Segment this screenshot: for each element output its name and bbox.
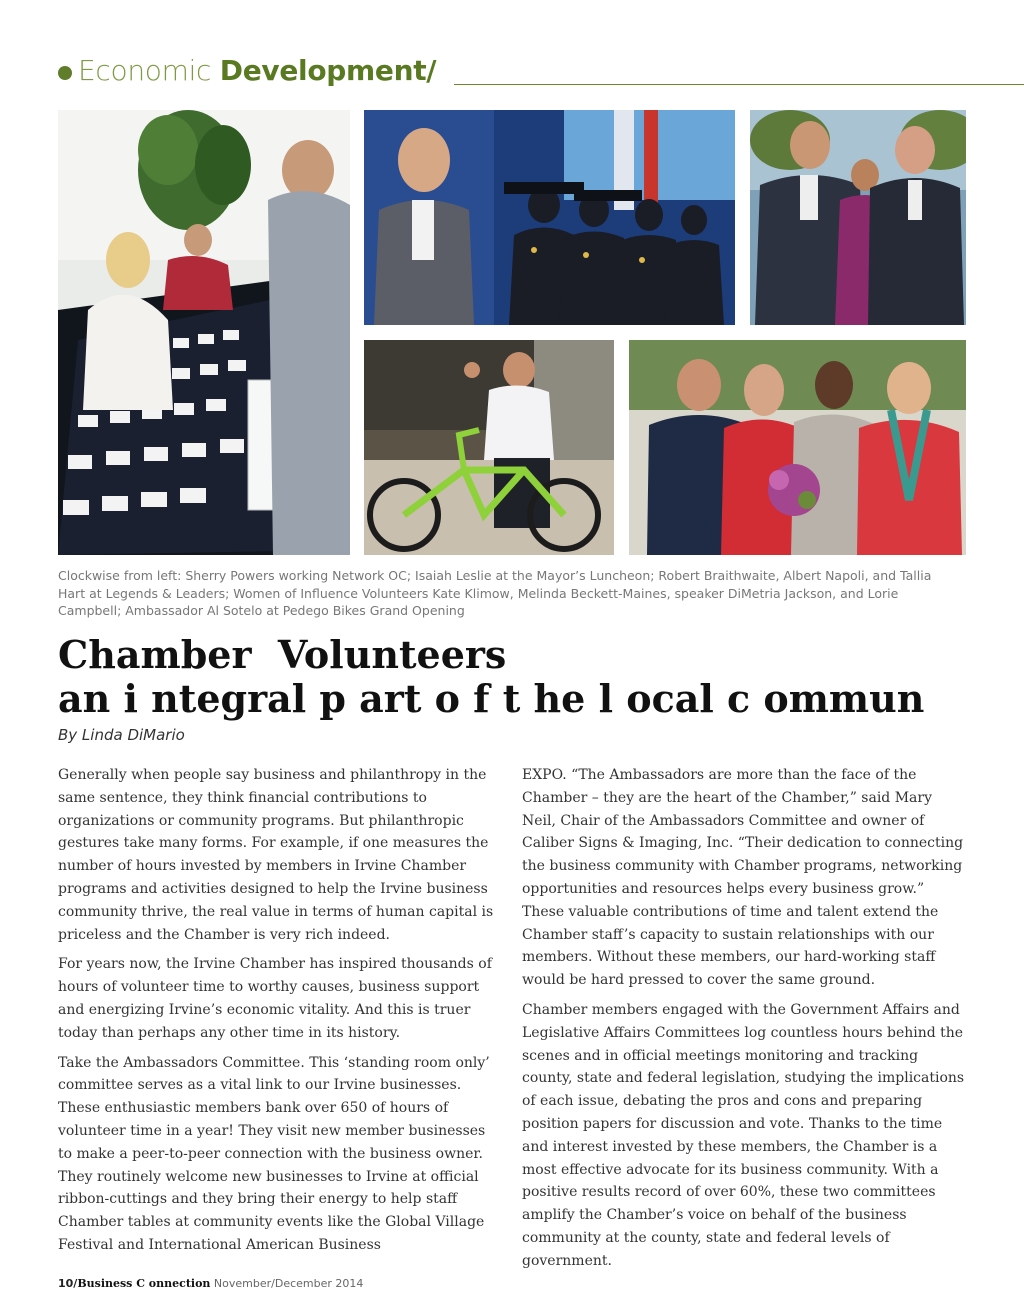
section-rule [454, 84, 1024, 85]
article-headline [58, 633, 998, 721]
headline-line-1: Chamber Volunteers [58, 633, 507, 677]
photo-legends-leaders [750, 110, 966, 325]
page-footer [58, 1277, 363, 1290]
article-column-right [522, 764, 970, 1280]
paragraph: Generally when people say business and philanthropy in the same sentence, they think financial contributions to organizations or community programs. But philanthropic gestures take many forms. For example, if one measures the number of hours invested by members in Irvine Chamber programs and activities designed to help the Irvine business community thrive, the real value in terms of human capital is priceless and the Chamber is very rich indeed. [58, 767, 494, 943]
photo-caption: Clockwise from left: Sherry Powers working Network OC; Isaiah Leslie at the Mayor’s Luncheon; Robert Braithwaite, Albert Napoli, and Tallia Hart at Legends & Leaders; Women of Influence Volunteers Kate Klimow, Melinda Beckett-Maines, speaker DiMetria Jackson, and Lorie Campbell; Ambassador Al Sotelo at Pedego Bikes Grand Opening [58, 568, 932, 618]
section-header [58, 52, 1024, 96]
paragraph: EXPO. “The Ambassadors are more than the face of the Chamber – they are the heart of the Chamber,” said Mary Neil, Chair of the Ambassadors Committee and owner of Caliber Signs & Imaging, Inc. “Their dedication to connecting the business community with Chamber programs, networking opportunities and resources helps every business grow.” These valuable contributions of time and talent extend the Chamber staff’s capacity to sustain relationships with our members. Without these members, our hard-working staff would be hard pressed to cover the same ground. [522, 767, 964, 989]
paragraph: Take the Ambassadors Committee. This ‘standing room only’ committee serves as a vital link to our Irvine businesses. These enthusiastic members bank over 650 of hours of volunteer time in a year! They visit new member businesses to make a peer-to-peer connection with the business owner. They routinely welcome new businesses to Irvine at official ribbon-cuttings and they bring their energy to help staff Chamber tables at community events like the Global Village Festival and International American Business [58, 1054, 490, 1253]
section-title-bold: Development/ [219, 54, 437, 87]
magazine-name: Business C onnection [77, 1277, 211, 1290]
bullet-dot-icon [58, 66, 72, 80]
photo-women-of-influence [629, 340, 966, 555]
issue-date: November/December 2014 [213, 1277, 364, 1290]
section-title-light: Economic [78, 54, 212, 87]
article-column-left [58, 764, 498, 1264]
headline-line-2: an i ntegral p art o f t he l ocal c ommun [58, 676, 925, 721]
paragraph: For years now, the Irvine Chamber has inspired thousands of hours of volunteer time to worthy causes, business support and energizing Irvine’s economic vitality. And this is truer today than perhaps any other time in its history. [58, 956, 492, 1041]
photo-network-oc [58, 110, 350, 555]
page-number: 10/ [58, 1277, 78, 1290]
section-title [78, 54, 436, 87]
paragraph: Chamber members engaged with the Government Affairs and Legislative Affairs Committees log countless hours behind the scenes and in official meetings monitoring and tracking county, state and federal legislation, studying the implications of each issue, debating the pros and cons and preparing position papers for discussion and vote. Thanks to the time and interest invested by these members, the Chamber is a most effective advocate for its business community. With a positive results record of over 60%, these two committees amplify the Chamber’s voice on behalf of the business community at the county, state and federal levels of government. [522, 1001, 965, 1269]
photo-pedego-bikes [364, 340, 614, 555]
photo-mayors-luncheon [364, 110, 735, 325]
byline: By Linda DiMario [58, 726, 185, 744]
